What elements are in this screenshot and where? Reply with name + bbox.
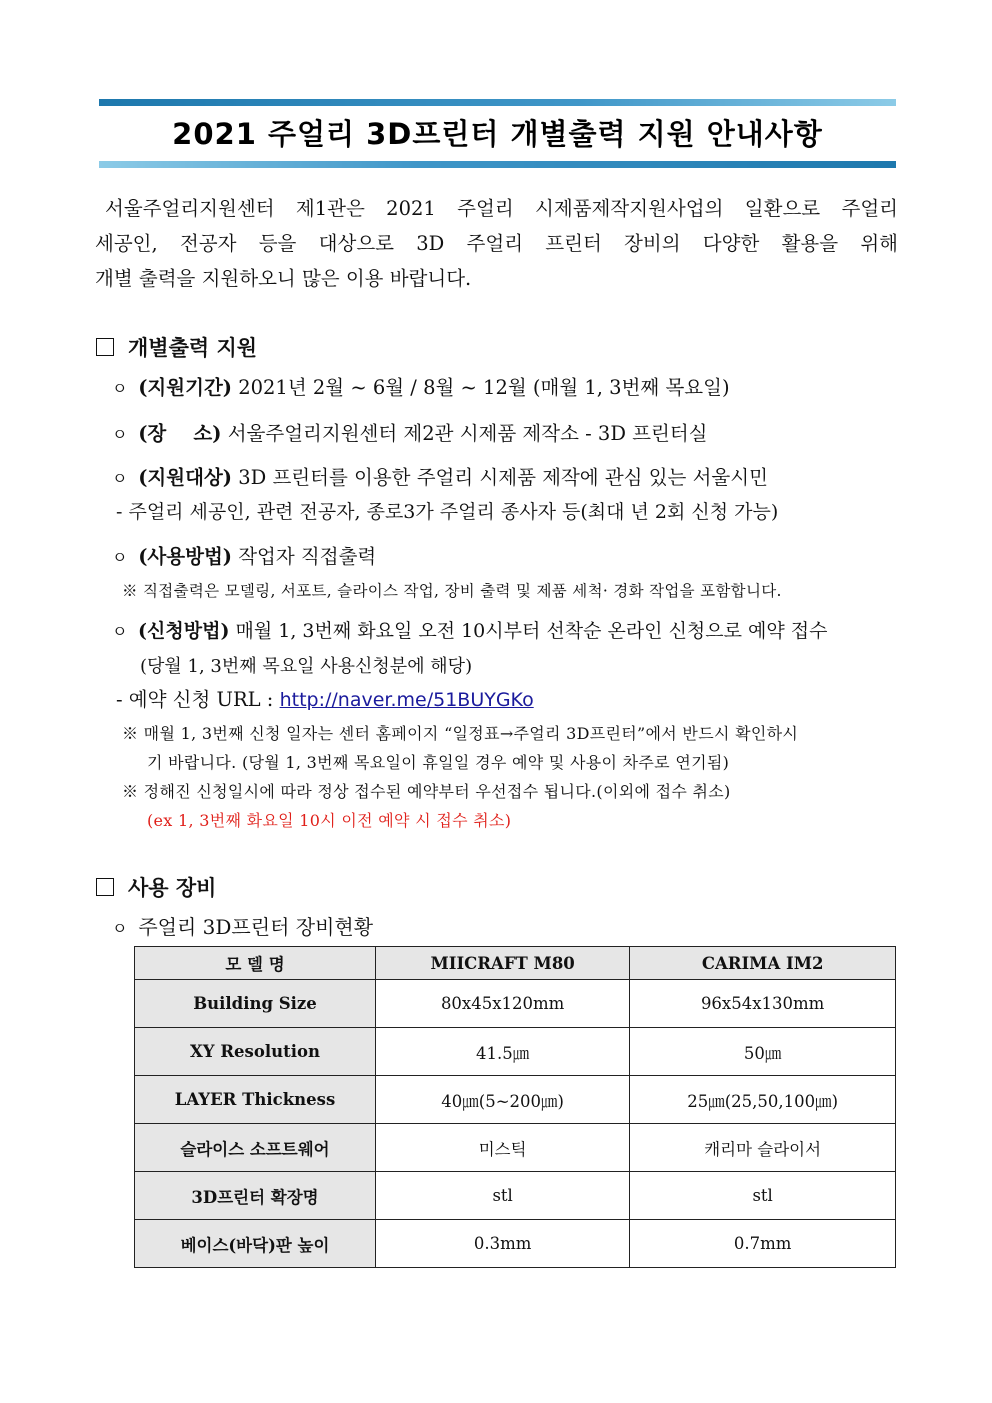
target-value: 3D 프린터를 이용한 주얼리 시제품 제작에 관심 있는 서울시민	[232, 466, 768, 489]
method-line	[112, 541, 376, 569]
period-label: (지원기간)	[138, 376, 233, 399]
title-bottom-bar	[99, 161, 896, 168]
circle-bullet-icon: ㅇ	[112, 469, 128, 488]
table-cell: 50㎛	[630, 1028, 896, 1076]
intro-line: 세공인, 전공자 등을 대상으로 3D 주얼리 프린터 장비의 다양한 활용을 위해	[95, 232, 898, 255]
target-sub-line: - 주얼리 세공인, 관련 전공자, 종로3가 주얼리 종사자 등(최대 년 2회 신청 가능)	[116, 501, 779, 523]
priority-note: ※ 정해진 신청일시에 따라 정상 접수된 예약부터 우선접수 됩니다.(이외에 접수 취소)	[122, 782, 731, 801]
circle-bullet-icon: ㅇ	[112, 425, 128, 444]
circle-bullet-icon: ㅇ	[112, 919, 128, 938]
header-model: 모 델 명	[135, 947, 376, 980]
table-row	[135, 980, 896, 1028]
place-line	[112, 418, 708, 446]
table-cell: 미스틱	[376, 1124, 630, 1172]
section-heading-text: 개별출력 지원	[128, 335, 258, 360]
cancel-example-note: (ex 1, 3번째 화요일 10시 이전 예약 시 접수 취소)	[147, 811, 512, 830]
table-row	[135, 1076, 896, 1124]
table-cell: 0.3mm	[376, 1220, 630, 1268]
page-title: 2021 주얼리 3D프린터 개별출력 지원 안내사항	[172, 117, 823, 151]
url-prefix: - 예약 신청 URL :	[116, 688, 280, 711]
table-cell: 캐리마 슬라이서	[630, 1124, 896, 1172]
schedule-note-line1: ※ 매월 1, 3번째 신청 일자는 센터 홈페이지 “일정표→주얼리 3D프린터”에서 반드시 확인하시	[122, 724, 799, 743]
header-miicraft: MIICRAFT M80	[376, 947, 630, 980]
table-cell: 25㎛(25,50,100㎛)	[630, 1076, 896, 1124]
reservation-url-link[interactable]: http://naver.me/51BUYGKo	[279, 689, 534, 711]
table-row	[135, 1028, 896, 1076]
apply-label: (신청방법)	[138, 620, 230, 642]
section-heading-individual-output	[96, 332, 257, 362]
table-cell: 40㎛(5~200㎛)	[376, 1076, 630, 1124]
table-row	[135, 1124, 896, 1172]
equipment-sub-line	[112, 911, 373, 940]
table-cell: stl	[630, 1172, 896, 1220]
row-label: XY Resolution	[135, 1028, 376, 1076]
target-label: (지원대상)	[138, 466, 233, 489]
row-label: 3D프린터 확장명	[135, 1172, 376, 1220]
url-line	[116, 684, 534, 712]
table-header-row	[135, 947, 896, 980]
equipment-table	[134, 946, 896, 1268]
section-heading-equipment	[96, 872, 216, 902]
apply-value: 매월 1, 3번째 화요일 오전 10시부터 선착순 온라인 신청으로 예약 접수	[229, 620, 828, 642]
place-value: 서울주얼리지원센터 제2관 시제품 제작소 - 3D 프린터실	[221, 422, 708, 445]
row-label: 베이스(바닥)판 높이	[135, 1220, 376, 1268]
section-heading-text: 사용 장비	[128, 875, 217, 900]
checkbox-square-icon	[96, 878, 114, 896]
intro-paragraph	[95, 191, 898, 296]
equipment-sub-text: 주얼리 3D프린터 장비현황	[138, 915, 374, 939]
table-row	[135, 1172, 896, 1220]
table-cell: 80x45x120mm	[376, 980, 630, 1028]
circle-bullet-icon: ㅇ	[112, 548, 128, 567]
table-row	[135, 1220, 896, 1268]
row-label: 슬라이스 소프트웨어	[135, 1124, 376, 1172]
target-line	[112, 462, 768, 490]
table-cell: 0.7mm	[630, 1220, 896, 1268]
method-label: (사용방법)	[138, 545, 233, 568]
circle-bullet-icon: ㅇ	[112, 622, 128, 641]
period-line	[112, 372, 730, 400]
method-note: ※ 직접출력은 모델링, 서포트, 슬라이스 작업, 장비 출력 및 제품 세척· 경화 작업을 포함합니다.	[122, 582, 782, 600]
intro-line: 개별 출력을 지원하오니 많은 이용 바랍니다.	[95, 267, 472, 290]
place-label: (장 소)	[138, 422, 222, 445]
row-label: LAYER Thickness	[135, 1076, 376, 1124]
circle-bullet-icon: ㅇ	[112, 379, 128, 398]
schedule-note-line2: 기 바랍니다. (당월 1, 3번째 목요일이 휴일일 경우 예약 및 사용이 차주로 연기됨)	[147, 753, 730, 772]
intro-line: 서울주얼리지원센터 제1관은 2021 주얼리 시제품제작지원사업의 일환으로 주얼리	[105, 197, 898, 220]
header-carima: CARIMA IM2	[630, 947, 896, 980]
apply-line	[112, 616, 828, 643]
table-cell: stl	[376, 1172, 630, 1220]
row-label: Building Size	[135, 980, 376, 1028]
table-cell: 96x54x130mm	[630, 980, 896, 1028]
method-value: 작업자 직접출력	[232, 545, 377, 568]
period-value: 2021년 2월 ~ 6월 / 8월 ~ 12월 (매월 1, 3번째 목요일)	[232, 376, 730, 399]
table-cell: 41.5㎛	[376, 1028, 630, 1076]
checkbox-square-icon	[96, 338, 114, 356]
title-top-bar	[99, 99, 896, 106]
apply-value-continued: (당월 1, 3번째 목요일 사용신청분에 해당)	[140, 656, 473, 677]
